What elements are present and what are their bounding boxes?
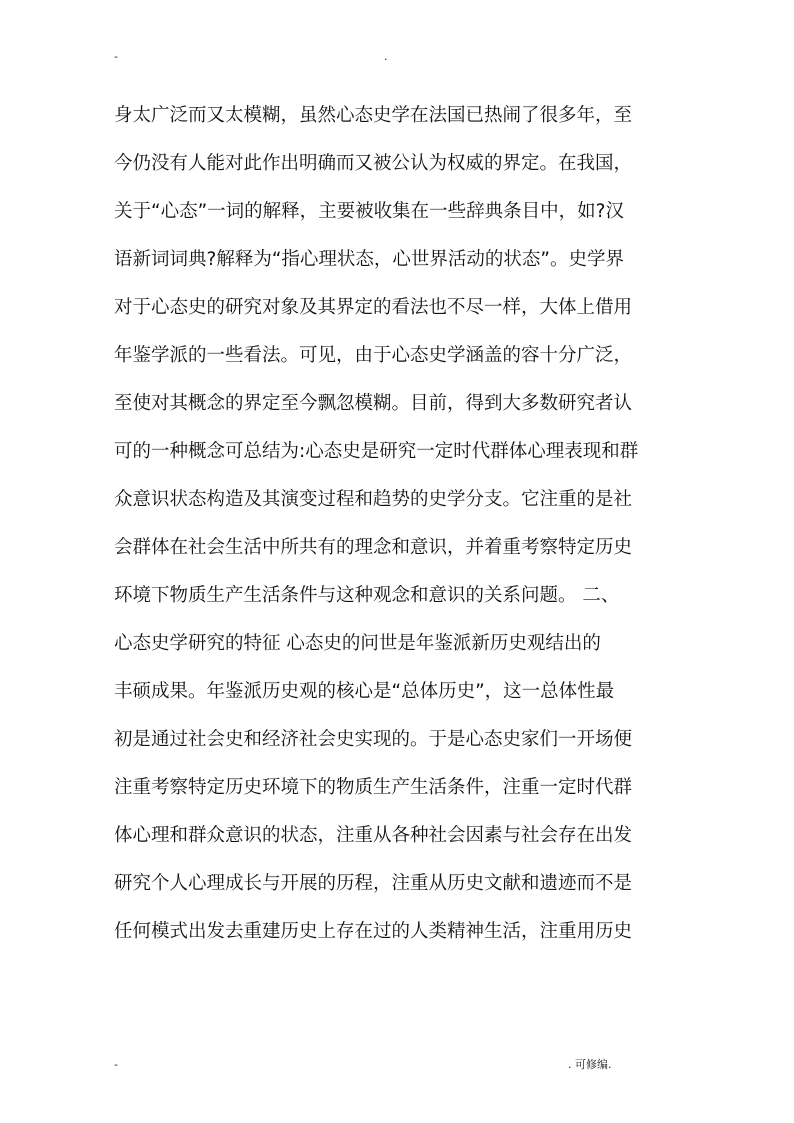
text-line: 至使对其概念的界定至今飘忽模糊。目前，得到大多数研究者认 bbox=[114, 393, 633, 414]
text-line: 注重考察特定历史环境下的物质生产生活条件，注重一定时代群 bbox=[114, 777, 633, 798]
body-text bbox=[114, 96, 684, 960]
text-line: 心态史学研究的特征 心态史的问世是年鉴派新历史观结出的 bbox=[114, 633, 601, 654]
text-line: 年鉴学派的一些看法。可见，由于心态史学涵盖的容十分广泛， bbox=[114, 345, 633, 366]
text-line: 环境下物质生产生活条件与这种观念和意识的关系问题。 二、 bbox=[114, 585, 620, 606]
text-line: 众意识状态构造及其演变过程和趋势的史学分支。它注重的是社 bbox=[114, 489, 633, 510]
header-right-mark: . bbox=[384, 50, 388, 63]
text-line: 初是通过社会史和经济社会史实现的。于是心态史家们一开场便 bbox=[114, 729, 633, 750]
text-line: 可的一种概念可总结为:心态史是研究一定时代群体心理表现和群 bbox=[114, 441, 639, 462]
text-line: 身太广泛而又太模糊，虽然心态史学在法国已热闹了很多年，至 bbox=[114, 105, 633, 126]
text-line: 丰硕成果。年鉴派历史观的核心是“总体历史”，这一总体性最 bbox=[114, 681, 615, 702]
text-line: 关于“心态”一词的解释，主要被收集在一些辞典条目中，如?汉 bbox=[114, 201, 624, 222]
text-line: 语新词词典?解释为“指心理状态，心世界活动的状态”。史学界 bbox=[114, 249, 624, 270]
header-left-mark: - bbox=[114, 50, 118, 63]
footer-right-text: . 可修编. bbox=[568, 1058, 612, 1071]
text-line: 任何模式出发去重建历史上存在过的人类精神生活，注重用历史 bbox=[114, 921, 633, 942]
text-line: 会群体在社会生活中所共有的理念和意识，并着重考察特定历史 bbox=[114, 537, 633, 558]
text-line: 对于心态史的研究对象及其界定的看法也不尽一样，大体上借用 bbox=[114, 297, 633, 318]
footer-left-mark: - bbox=[114, 1058, 118, 1071]
text-line: 今仍没有人能对此作出明确而又被公认为权威的界定。在我国， bbox=[114, 153, 633, 174]
text-line: 体心理和群众意识的状态，注重从各种社会因素与社会存在出发 bbox=[114, 825, 633, 846]
text-line: 研究个人心理成长与开展的历程，注重从历史文献和遗迹而不是 bbox=[114, 873, 633, 894]
